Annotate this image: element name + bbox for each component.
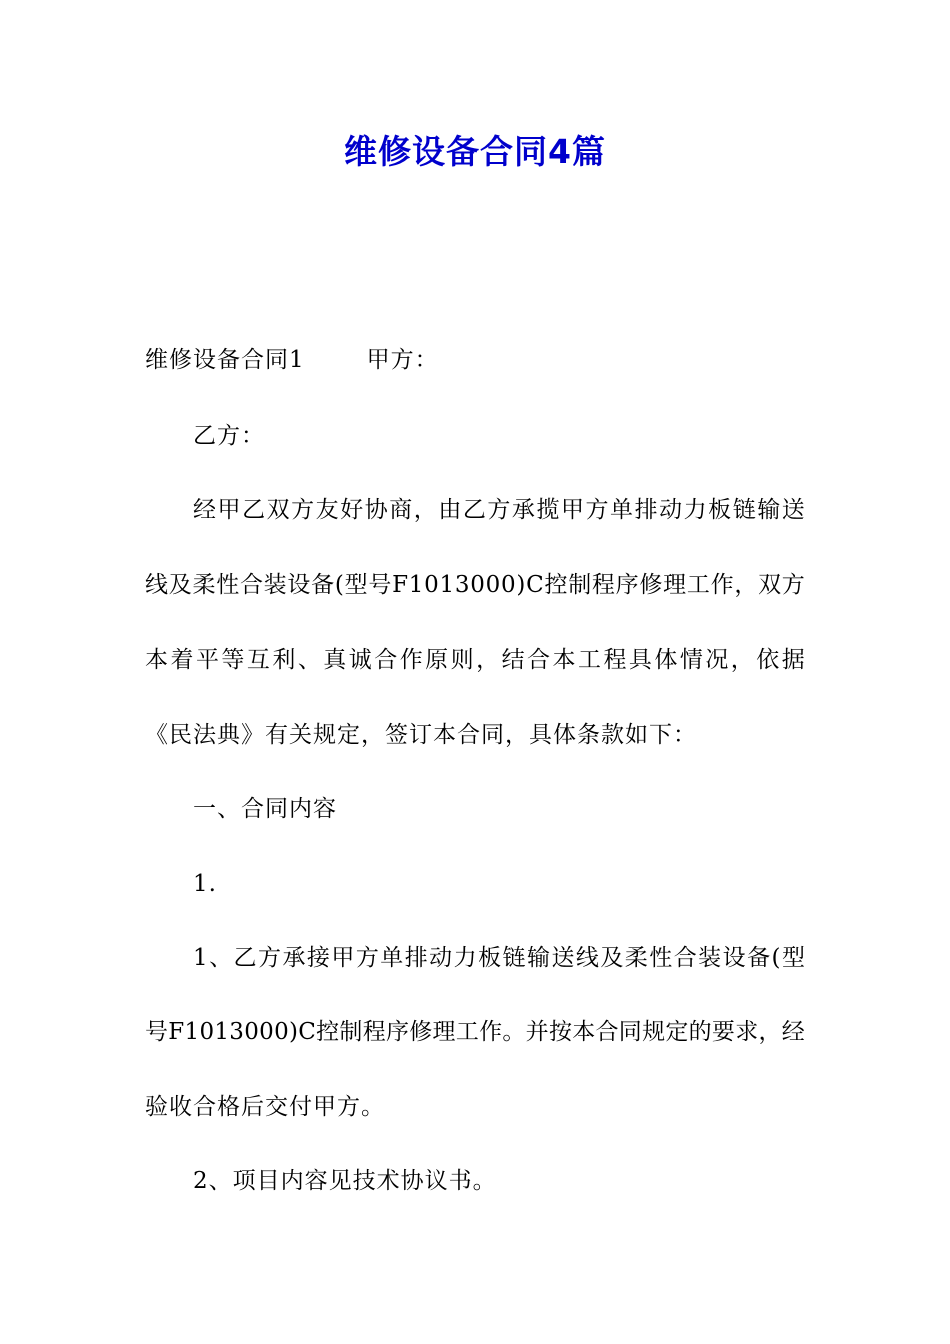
intro-line-2-text-char: 序 [615,572,639,598]
intro-line-1-text-char: 方 [585,497,609,523]
intro-line-3-text-char: 具 [628,647,652,673]
item-1-1-line-2-text-char: 0 [244,1019,259,1045]
item-1-1-line-2-text-char: C [298,1019,316,1045]
intro-line-1-text-char: 链 [732,497,756,523]
intro-line-2-text-char: 装 [263,572,287,598]
intro-line-3-text-char: 据 [781,647,805,673]
item-1-1-line-1-text-char: 板 [478,945,502,971]
intro-line-2-text-char: 性 [216,572,240,598]
intro-line-2-text-char: 0 [501,572,516,598]
intro-line-3-text-char: 利 [272,647,296,673]
intro-line-1-text-char: 经 [193,497,216,523]
intro-line-2-text-char: 程 [591,572,615,598]
item-1-1-line-1-text-char: 方 [355,945,379,971]
intro-line-1-text-char: 商 [389,497,413,523]
item-1-1-line-1-text-char: 型 [781,945,805,971]
intro-line-2-text-char: 双 [758,572,782,598]
item-1-1-line-2-text-char: 定 [665,1019,689,1045]
item-1-1-line-2-text-char: 作 [479,1019,503,1045]
intro-line-1-text-char: 由 [438,497,462,523]
item-1-1-line-2-text-char: 工 [455,1019,479,1045]
intro-line-2-text-char: 作 [710,572,734,598]
intro-line-1-text-char: 板 [708,497,732,523]
contract-heading-line [145,344,439,376]
intro-line-3-text-char: 合 [374,647,398,673]
intro-line-1-text-char: 方 [487,497,511,523]
intro-line-1-text-char: 力 [683,497,707,523]
intro-paragraph-line-2 [145,569,805,601]
intro-line-1-text-char: 协 [364,497,388,523]
intro-line-3-text-char: 本 [145,647,168,673]
intro-line-2-text-char: 理 [663,572,687,598]
intro-line-1-text-char: 单 [610,497,634,523]
item-1-1-line-1-text-char: ( [771,945,781,971]
item-1-1-line-1 [193,942,805,974]
party-a-label: 甲方： [366,347,439,373]
intro-line-2-text-char: 0 [424,572,439,598]
item-1-1-line-2 [145,1016,805,1048]
item-1-1-line-3: 验收合格后交付甲方。 [145,1094,385,1120]
item-1-1-line-1-text-char: 合 [673,945,697,971]
intro-line-1-text-char: 输 [757,497,781,523]
intro-line-3-text-char: 体 [654,647,678,673]
item-1-1-line-1-text-char: 性 [649,945,673,971]
intro-line-1-text-char: 乙 [462,497,486,523]
intro-line-2-text-char: 型 [344,572,368,598]
intro-paragraph-line-1 [193,494,805,526]
intro-line-2-text-char: ) [516,572,526,598]
intro-line-3-text-char: ， [730,647,754,673]
item-1-1-line-1-text-char: 输 [526,945,550,971]
intro-line-1-text-char: 承 [511,497,535,523]
item-1-1-line-2-text-char: 修 [409,1019,433,1045]
section-one-heading: 一、合同内容 [193,796,337,822]
intro-line-3-text-char: 着 [170,647,194,673]
intro-line-1-text-char: ， [413,497,437,523]
item-1-1-line-1-text-char: 接 [306,945,330,971]
intro-line-3-text-char: ， [476,647,500,673]
intro-line-3-text-char: 工 [577,647,601,673]
intro-line-1-text-char: 双 [266,497,290,523]
item-1-1-line-2-text-char: 本 [572,1019,596,1045]
intro-line-3-text-char: 本 [552,647,576,673]
item-1-1-line-1-text-char: 排 [404,945,428,971]
intro-line-1-text-char: 排 [634,497,658,523]
intro-line-3-text-char: 作 [399,647,423,673]
item-1-1-line-1-text-char: 力 [453,945,477,971]
intro-line-3-text-char: 互 [246,647,270,673]
item-1-1-line-1-text-char: 承 [282,945,306,971]
intro-line-2-text-char: F [392,572,409,598]
intro-line-2-text-char: 1 [408,572,424,598]
intro-line-3-text-char: 合 [527,647,551,673]
item-1-1-line-1-text-char: 1 [193,945,208,971]
intro-line-1-text-char: 乙 [242,497,266,523]
item-1-1-line-2-text-char: 0 [259,1019,274,1045]
item-1-label: 1. [193,871,217,897]
intro-line-3-text-char: 程 [603,647,627,673]
item-1-1-line-2-text-char: 的 [688,1019,712,1045]
item-1-1-line-2-text-char: 同 [618,1019,642,1045]
item-1-1-line-1-text-char: 送 [551,945,575,971]
item-1-1-line-2-text-char: 求 [735,1019,759,1045]
item-1-1-line-1-text-char: 柔 [624,945,648,971]
intro-line-1-text-char: 友 [315,497,339,523]
item-1-1-line-2-text-char: 号 [145,1019,168,1045]
intro-line-1-text-char: 甲 [217,497,241,523]
item-1-1-line-2-text-char: 0 [199,1019,215,1045]
intro-line-2-text-char: C [526,572,544,598]
item-1-1-line-2-text-char: 理 [432,1019,456,1045]
item-1-1-line-1-text-char: 设 [722,945,746,971]
intro-line-2-text-char: 号 [368,572,392,598]
intro-line-2-text-char: 控 [544,572,568,598]
item-1-1-line-2-text-char: 合 [595,1019,619,1045]
item-1-1-line-2-text-char: 要 [711,1019,735,1045]
intro-paragraph-line-3 [145,644,805,676]
item-1-1-line-1-text-char: 甲 [331,945,355,971]
item-1-1-line-1-text-char: 线 [575,945,599,971]
document-title: 维修设备合同4篇 [344,132,606,171]
intro-line-3-text-char: 则 [450,647,474,673]
item-1-1-line-2-text-char: 控 [316,1019,340,1045]
intro-line-1-text-char: 揽 [536,497,560,523]
item-1-1-line-1-text-char: 方 [258,945,281,971]
intro-line-2-text-char: 线 [145,572,168,598]
party-b-label: 乙方： [193,423,265,449]
item-1-1-line-1-text-char: 动 [429,945,453,971]
item-1-1-line-1-text-char: 链 [502,945,526,971]
intro-line-3-text-char: 结 [501,647,525,673]
intro-line-2-text-char: ， [734,572,758,598]
intro-line-2-text-char: 柔 [192,572,216,598]
intro-line-3-text-char: 等 [221,647,245,673]
intro-line-3-text-char: 真 [323,647,347,673]
item-1-1-line-2-text-char: 3 [229,1019,244,1045]
intro-line-3-text-char: 况 [705,647,729,673]
intro-line-2-text-char: 修 [639,572,663,598]
intro-line-3-text-char: 、 [297,647,321,673]
item-1-1-line-1-text-char: 、 [209,945,233,971]
item-1-1-line-1-text-char: 及 [600,945,624,971]
intro-line-2-text-char: ( [334,572,344,598]
item-1-1-line-2-text-char: ) [288,1019,298,1045]
intro-line-1-text-char: 甲 [560,497,584,523]
intro-line-2-text-char: 设 [287,572,311,598]
item-1-1-line-1-text-char: 乙 [233,945,257,971]
item-1-1-line-2-text-char: 按 [548,1019,572,1045]
intro-line-2-text-char: 1 [439,572,455,598]
intro-line-2-text-char: 制 [568,572,592,598]
intro-line-2-text-char: 合 [239,572,263,598]
intro-line-3-text-char: 情 [679,647,703,673]
intro-line-1-text-char: 动 [659,497,683,523]
intro-line-2-text-char: 及 [168,572,192,598]
intro-line-1-text-char: 方 [291,497,315,523]
item-1-1-line-2-text-char: 1 [214,1019,230,1045]
item-1-1-line-2-text-char: 程 [362,1019,386,1045]
item-1-1-line-1-text-char: 单 [380,945,404,971]
intro-line-2-text-char: 3 [454,572,470,598]
intro-line-1-text-char: 送 [781,497,805,523]
item-1-1-line-1-text-char: 装 [698,945,722,971]
intro-line-2-text-char: 方 [781,572,805,598]
item-1-1-line-2-text-char: ， [758,1019,782,1045]
item-1-1-line-2-text-char: 1 [184,1019,200,1045]
intro-line-3-text-char: 原 [425,647,449,673]
item-1-1-line-2-text-char: 制 [339,1019,363,1045]
intro-line-3-text-char: 依 [756,647,780,673]
intro-line-2-text-char: 0 [485,572,501,598]
item-1-2: 2、项目内容见技术协议书。 [193,1168,497,1194]
item-1-1-line-2-text-char: 序 [385,1019,409,1045]
intro-line-3-text-char: 诚 [348,647,372,673]
intro-paragraph-line-4: 《民法典》有关规定，签订本合同，具体条款如下： [145,722,697,748]
item-1-1-line-2-text-char: 经 [781,1019,805,1045]
item-1-1-line-2-text-char: 。 [502,1019,526,1045]
intro-line-3-text-char: 平 [195,647,219,673]
intro-line-2-text-char: 0 [470,572,485,598]
item-1-1-line-1-text-char: 备 [747,945,771,971]
item-1-1-line-2-text-char: F [168,1019,185,1045]
intro-line-2-text-char: 工 [686,572,710,598]
item-1-1-line-2-text-char: 规 [642,1019,666,1045]
contract-section-label: 维修设备合同1 [145,347,305,373]
intro-line-1-text-char: 好 [340,497,364,523]
item-1-1-line-2-text-char: 并 [525,1019,549,1045]
item-1-1-line-2-text-char: 0 [274,1019,289,1045]
intro-line-2-text-char: 备 [311,572,335,598]
